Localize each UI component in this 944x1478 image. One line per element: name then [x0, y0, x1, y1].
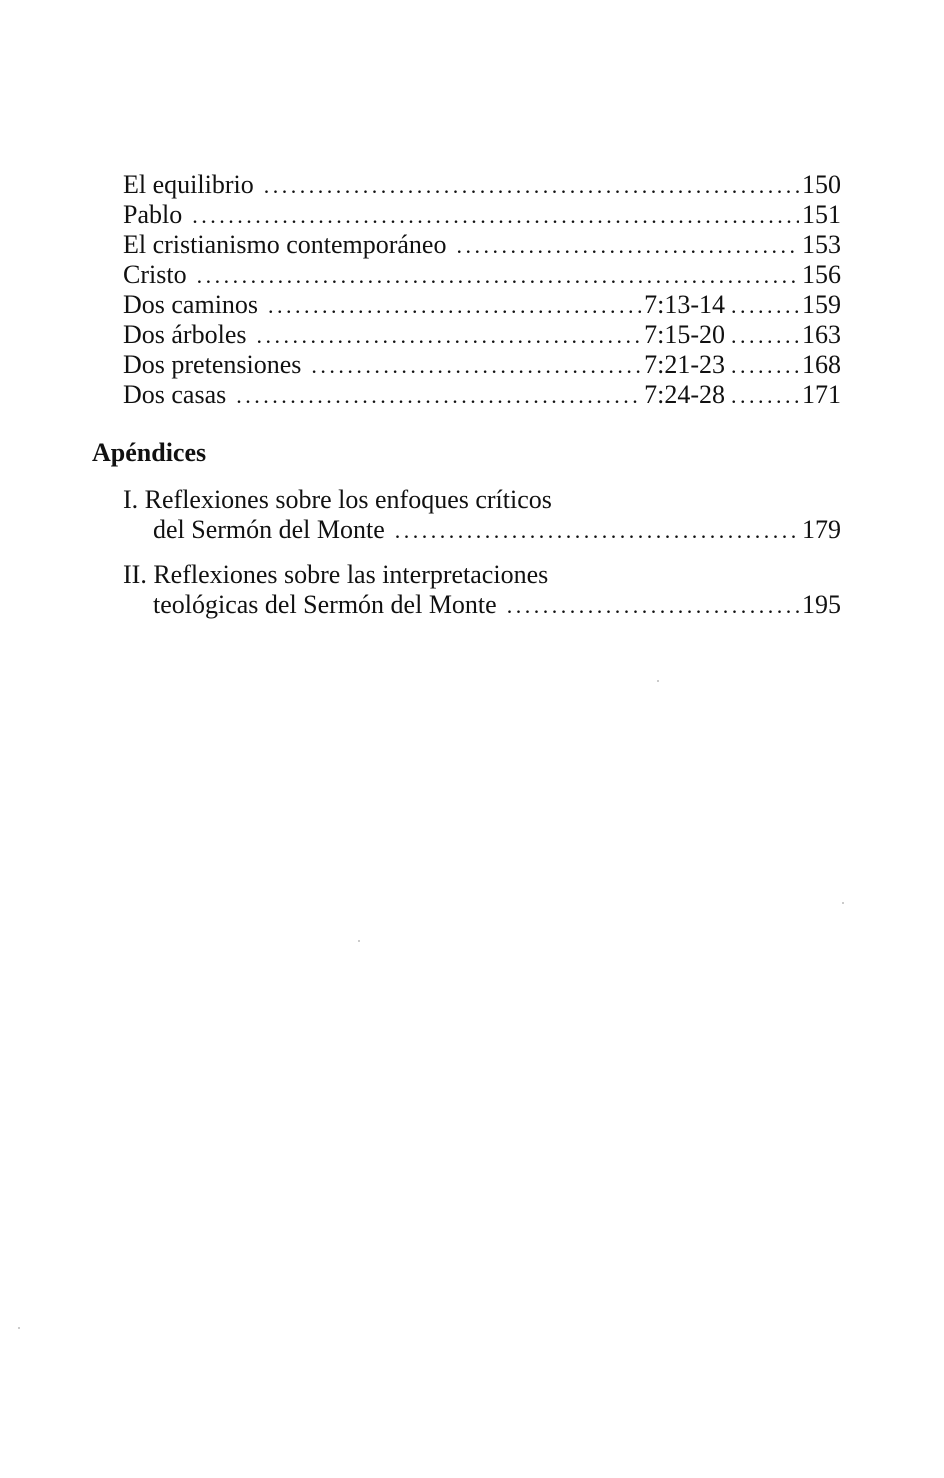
- dot-leader: [456, 231, 799, 261]
- dot-leader: [507, 591, 799, 621]
- appendices-heading: Apéndices: [92, 438, 207, 467]
- appendix-title-line2-row: [123, 590, 841, 620]
- dot-leader: [268, 291, 642, 321]
- toc-entry: [123, 350, 841, 380]
- toc-entry-verse-ref: 7:13-14: [644, 290, 725, 319]
- dot-leader: [236, 381, 642, 411]
- table-of-contents: [123, 170, 841, 410]
- toc-entry-title: Dos caminos: [123, 290, 259, 319]
- dot-leader: [256, 321, 642, 351]
- toc-entry-page: 151: [802, 200, 841, 229]
- appendix-title-line1: I. Reflexiones sobre los enfoques críticos: [123, 485, 552, 514]
- toc-entry: [123, 200, 841, 230]
- appendix-title-line2: teológicas del Sermón del Monte: [153, 590, 497, 619]
- toc-entry-title: Pablo: [123, 200, 183, 229]
- toc-entry-title: Cristo: [123, 260, 187, 289]
- dot-leader: [395, 516, 799, 546]
- appendix-entry: [123, 560, 841, 620]
- appendix-title-line2: del Sermón del Monte: [153, 515, 385, 544]
- appendix-page: 195: [802, 590, 841, 619]
- toc-entry: [123, 290, 841, 320]
- toc-entry-page: 153: [802, 230, 841, 259]
- toc-entry: [123, 260, 841, 290]
- dot-leader: [725, 291, 799, 321]
- toc-entry-page: 171: [802, 380, 841, 409]
- toc-entry: [123, 230, 841, 260]
- toc-entry-title: Dos árboles: [123, 320, 247, 349]
- toc-entry: [123, 380, 841, 410]
- toc-entry-page: 150: [802, 170, 841, 199]
- toc-entry-title: Dos casas: [123, 380, 227, 409]
- toc-entry-page: 168: [802, 350, 841, 379]
- appendix-title-line1: II. Reflexiones sobre las interpretaciones: [123, 560, 549, 589]
- dot-leader: [192, 201, 799, 231]
- toc-entry-verse-ref: 7:24-28: [644, 380, 725, 409]
- toc-entry-title: El cristianismo contemporáneo: [123, 230, 447, 259]
- appendix-page: 179: [802, 515, 841, 544]
- toc-entry-page: 156: [802, 260, 841, 289]
- dot-leader: [311, 351, 642, 381]
- dot-leader: [725, 351, 799, 381]
- scan-speck: [657, 680, 659, 682]
- toc-entry-title: Dos pretensiones: [123, 350, 302, 379]
- dot-leader: [725, 381, 799, 411]
- toc-entry-page: 159: [802, 290, 841, 319]
- toc-entry: [123, 320, 841, 350]
- toc-entry-page: 163: [802, 320, 841, 349]
- appendix-title-line2-row: [123, 515, 841, 545]
- scan-speck: [358, 940, 360, 942]
- scan-speck: [18, 1327, 20, 1329]
- toc-entry-verse-ref: 7:21-23: [644, 350, 725, 379]
- dot-leader: [197, 261, 799, 291]
- toc-entry-verse-ref: 7:15-20: [644, 320, 725, 349]
- toc-entry: [123, 170, 841, 200]
- dot-leader: [264, 171, 799, 201]
- dot-leader: [725, 321, 799, 351]
- scan-speck: [842, 902, 844, 904]
- toc-entry-title: El equilibrio: [123, 170, 254, 199]
- appendix-entry: [123, 485, 841, 545]
